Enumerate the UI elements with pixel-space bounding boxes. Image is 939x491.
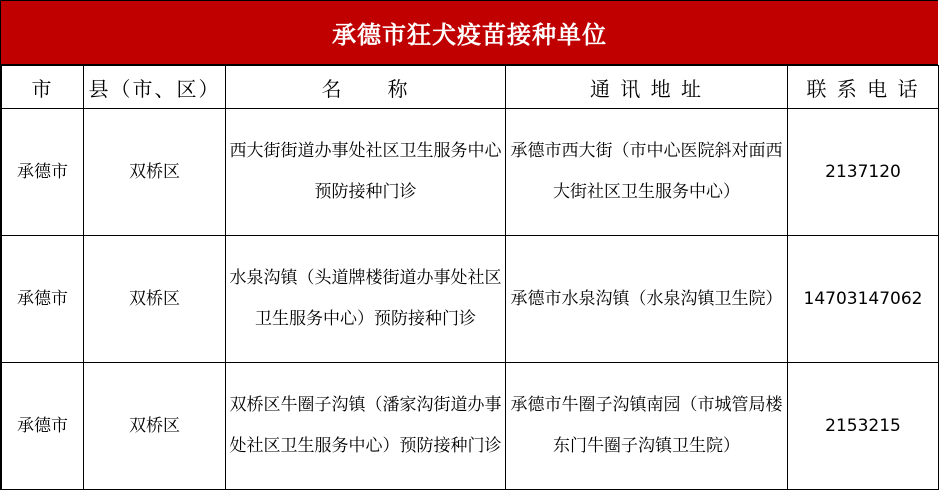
cell-county: 双桥区 bbox=[84, 363, 226, 490]
cell-address: 承德市牛圈子沟镇南园（市城管局楼东门牛圈子沟镇卫生院） bbox=[506, 363, 788, 490]
table-row bbox=[2, 109, 939, 236]
cell-name: 双桥区牛圈子沟镇（潘家沟街道办事处社区卫生服务中心）预防接种门诊 bbox=[226, 363, 506, 490]
cell-name: 西大街街道办事处社区卫生服务中心预防接种门诊 bbox=[226, 109, 506, 236]
header-county: 县（市、区） bbox=[84, 66, 226, 109]
cell-county: 双桥区 bbox=[84, 109, 226, 236]
cell-name: 水泉沟镇（头道牌楼街道办事处社区卫生服务中心）预防接种门诊 bbox=[226, 236, 506, 363]
cell-county: 双桥区 bbox=[84, 236, 226, 363]
cell-city: 承德市 bbox=[2, 236, 84, 363]
header-city: 市 bbox=[2, 66, 84, 109]
page-title: 承德市狂犬疫苗接种单位 bbox=[1, 1, 938, 65]
header-phone: 联 系 电 话 bbox=[788, 66, 939, 109]
cell-phone: 2153215 bbox=[788, 363, 939, 490]
table-row bbox=[2, 236, 939, 363]
cell-address: 承德市水泉沟镇（水泉沟镇卫生院） bbox=[506, 236, 788, 363]
header-name: 名 称 bbox=[226, 66, 506, 109]
cell-phone: 14703147062 bbox=[788, 236, 939, 363]
vaccine-unit-table bbox=[1, 65, 939, 490]
header-address: 通 讯 地 址 bbox=[506, 66, 788, 109]
cell-address: 承德市西大街（市中心医院斜对面西大街社区卫生服务中心） bbox=[506, 109, 788, 236]
table-header-row bbox=[2, 66, 939, 109]
table-row bbox=[2, 363, 939, 490]
cell-city: 承德市 bbox=[2, 109, 84, 236]
cell-phone: 2137120 bbox=[788, 109, 939, 236]
cell-city: 承德市 bbox=[2, 363, 84, 490]
